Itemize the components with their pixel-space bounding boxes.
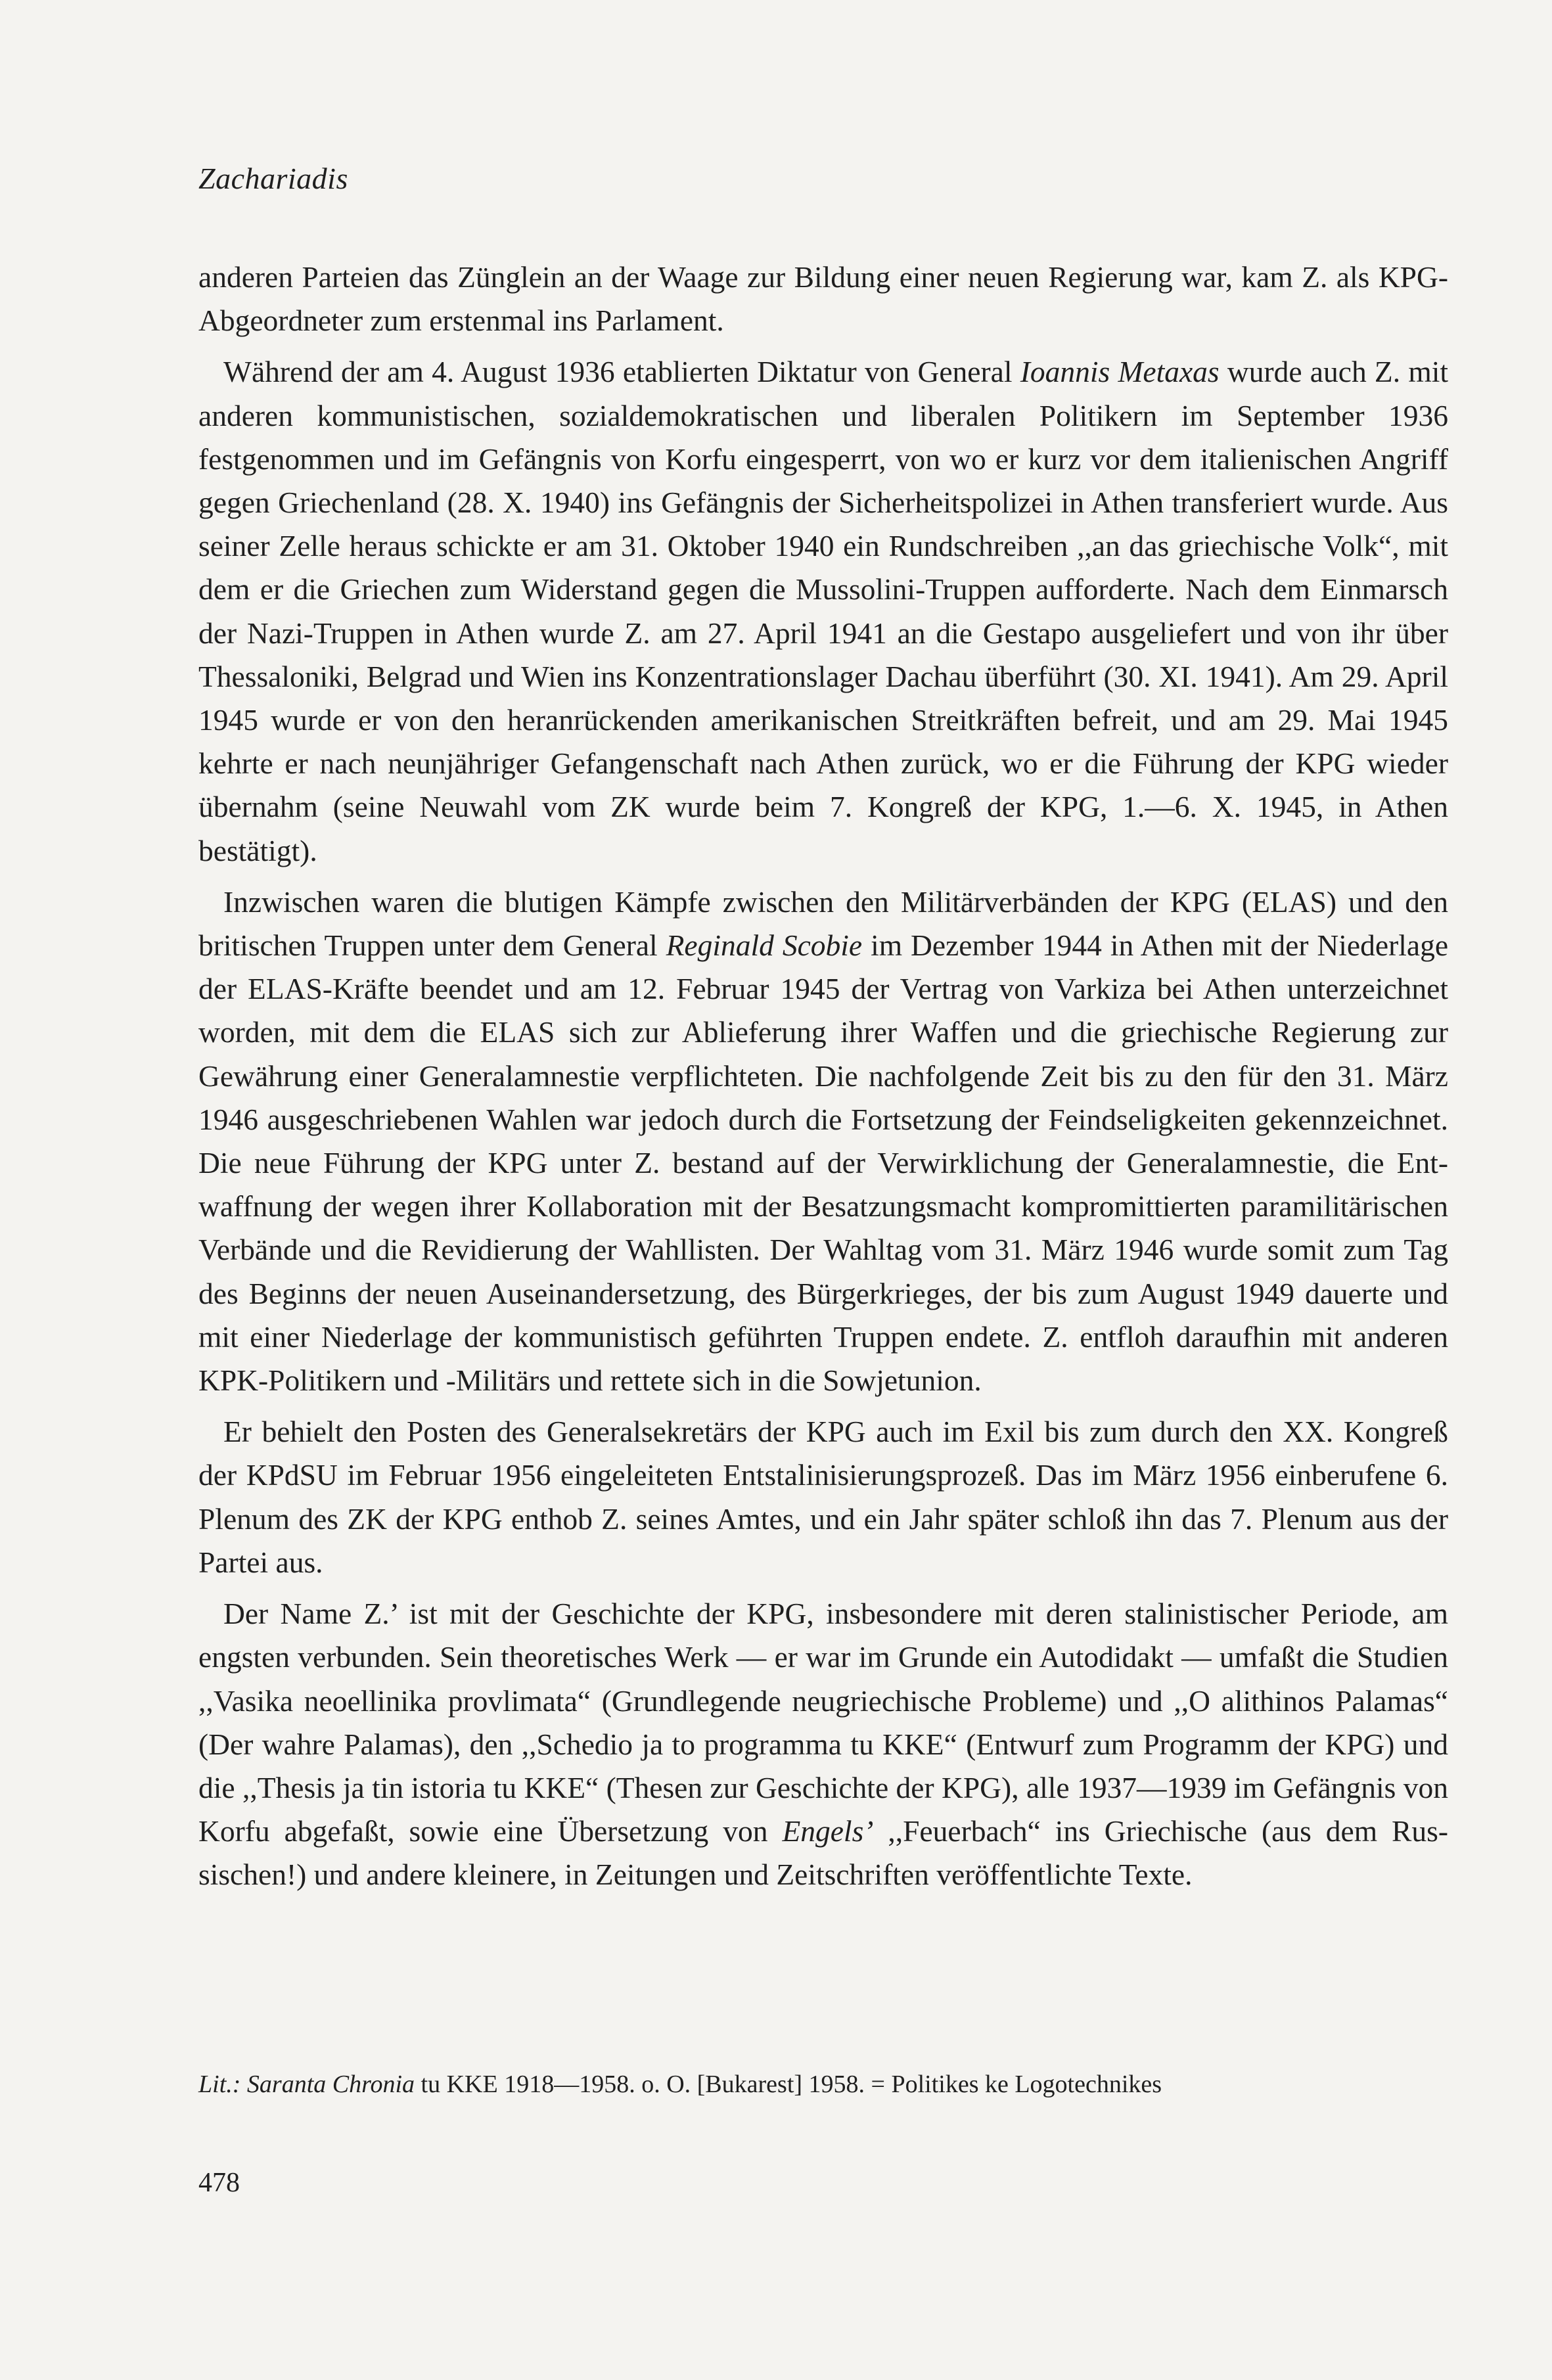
text-run: Inzwischen waren die blutigen Kämpfe zwischen den Militärverbänden der KPG (ELAS) und den britischen Truppen unter dem General <box>198 884 1448 963</box>
running-head: Zachariadis <box>198 162 348 195</box>
italic-run: Lit.: <box>198 2071 241 2098</box>
paragraph <box>198 256 1448 342</box>
text-run: anderen Parteien das Zünglein an der Waage zur Bildung einer neuen Regierung war, kam Z. als KPG-Abgeordneter zum erstenmal ins Parlament. <box>198 260 1448 338</box>
text-run: Der Name Z.’ ist mit der Geschichte der KPG, insbesondere mit deren stalinistischer Periode, am engsten verbunden. Sein theoretisches Werk — er war im Grunde ein Autodidakt — umfaßt die Studien ,,Vasika neoellinika provlimata“ (Grundlegende neugriechische Probleme) und ,,O alithinos Palamas“ (Der wahre Palamas), den ,,Schedio ja to programma tu KKE“ (Entwurf zum Programm der KPG) und die ,,Thesis ja tin istoria tu KKE“ (Thesen zur Geschichte der KPG), alle 1937—1939 im Gefängnis von Korfu abgefaßt, sowie eine Übersetzung von <box>198 1597 1448 1848</box>
italic-run: Engels’ <box>782 1814 874 1848</box>
text-run: tu KKE 1918—1958. o. O. [Bukarest] 1958. = Politikes ke Logotechnikes <box>415 2071 1162 2098</box>
italic-run: Saranta Chronia <box>246 2071 415 2098</box>
italic-run: Ioannis Metaxas <box>1020 355 1220 389</box>
page-number: 478 <box>198 2168 240 2198</box>
paragraph <box>198 881 1448 1402</box>
text-run: ,,Feuerbach“ ins Griechische (aus dem Russischen!) und andere kleinere, in Zeitungen und Zeitschriften veröffentlichte Texte. <box>198 1814 1448 1892</box>
text-run: Während der am 4. August 1936 etablierten Diktatur von General <box>223 355 1020 389</box>
paragraph <box>198 1592 1448 1896</box>
paragraph <box>198 1410 1448 1584</box>
article-body <box>198 256 1448 1905</box>
text-run: im Dezember 1944 in Athen mit der Niederlage der ELAS-Kräfte beendet und am 12. Februar 1945 der Vertrag von Varkiza bei Athen unterzeichnet worden, mit dem die ELAS sich zur Ablieferung ihrer Waffen und die griechische Regierung zur Gewährung einer Generalamnestie verpflichteten. Die nachfolgende Zeit bis zu den für den 31. März 1946 ausgeschriebenen Wahlen war jedoch durch die Fortsetzung der Feindseligkeiten gekennzeichnet. Die neue Führung der KPG unter Z. bestand auf der Verwirklichung der Generalamnestie, die Entwaffnung der wegen ihrer Kollaboration mit der Besatzungsmacht kompromittierten paramilitärischen Verbände und die Revidierung der Wahllisten. Der Wahltag vom 31. März 1946 wurde somit zum Tag des Beginns der neuen Auseinandersetzung, des Bürgerkrieges, der bis zum August 1949 dauerte und mit einer Niederlage der kommunistisch geführten Truppen endete. Z. entfloh daraufhin mit anderen KPK-Politikern und -Militärs und rettete sich in die Sowjetunion. <box>198 928 1449 1398</box>
text-run: Er behielt den Posten des Generalsekretärs der KPG auch im Exil bis zum durch den XX. Kongreß der KPdSU im Februar 1956 eingeleiteten Entstalinisierungsprozeß. Das im März 1956 einberufene 6. Plenum des ZK der KPG enthob Z. seines Amtes, und ein Jahr später schloß ihn das 7. Plenum aus der Partei aus. <box>198 1415 1448 1579</box>
literature-reference <box>198 2067 1448 2101</box>
text-run <box>240 2071 247 2098</box>
paragraph <box>198 350 1448 872</box>
text-run: wurde auch Z. mit anderen kommunistischen, sozialdemokratischen und liberalen Politikern im September 1936 festgenommen und im Gefängnis von Korfu eingesperrt, von wo er kurz vor dem italienischen Angriff gegen Griechenland (28. X. 1940) ins Gefängnis der Sicherheitspolizei in Athen transferiert wurde. Aus seiner Zelle heraus schickte er am 31. Oktober 1940 ein Rundschreiben ,,an das griechische Volk“, mit dem er die Griechen zum Widerstand gegen die Mussolini-Truppen aufforderte. Nach dem Einmarsch der Nazi-Truppen in Athen wurde Z. am 27. April 1941 an die Gestapo ausgeliefert und von ihr über Thessaloniki, Belgrad und Wien ins Konzentrationslager Dachau überführt (30. XI. 1941). Am 29. April 1945 wurde er von den heranrückenden amerikanischen Streitkräften befreit, und am 29. Mai 1945 kehrte er nach neunjähriger Gefangenschaft nach Athen zurück, wo er die Führung der KPG wieder übernahm (seine Neuwahl vom ZK wurde beim 7. Kongreß der KPG, 1.—6. X. 1945, in Athen bestätigt). <box>198 355 1449 867</box>
italic-run: Reginald Scobie <box>666 928 863 963</box>
